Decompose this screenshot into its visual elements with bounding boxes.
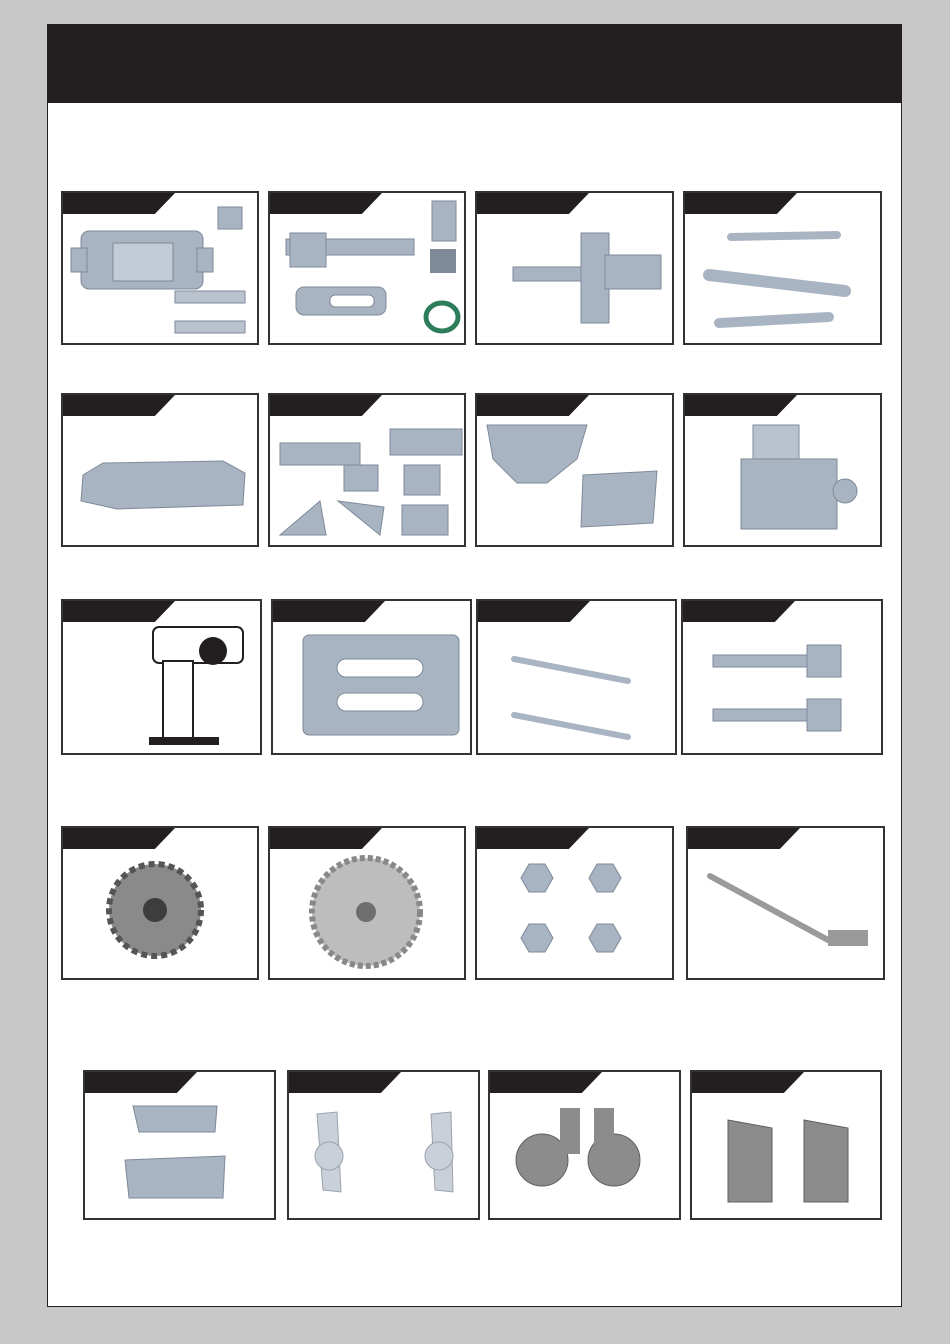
spur-gear-image [270, 828, 466, 980]
diff-cups-image [683, 601, 883, 755]
steering-knuckles-image [289, 1072, 480, 1220]
turnbuckles-image [685, 193, 882, 345]
servo-saver-set-image [270, 395, 466, 547]
part-card-wheel-hexes [475, 826, 674, 980]
part-card-diff-cups [681, 599, 883, 755]
shock-towers-image [477, 395, 674, 547]
chassis-image [63, 193, 259, 345]
part-card-steering-knuckles [287, 1070, 480, 1220]
part-card-spur-gear [268, 826, 466, 980]
rear-hubs-image [490, 1072, 681, 1220]
c-hubs-image [692, 1072, 882, 1220]
transmitter-image [63, 601, 262, 755]
part-card-servo-saver-set [268, 393, 466, 547]
part-card-pinion-gear [61, 826, 259, 980]
header-bar [48, 25, 901, 103]
part-card-suspension-arms [83, 1070, 276, 1220]
arm-holder-image [63, 395, 259, 547]
part-card-motor-plate [271, 599, 472, 755]
part-card-chassis [61, 191, 259, 345]
bumper-mount-image [685, 395, 882, 547]
steering-set-image [270, 193, 466, 345]
part-card-rear-hubs [488, 1070, 681, 1220]
motor-plate-image [273, 601, 472, 755]
part-card-c-hubs [690, 1070, 882, 1220]
part-card-shock-towers [475, 393, 674, 547]
part-card-bumper-mount [683, 393, 882, 547]
part-card-dogbones [476, 599, 677, 755]
dogbones-image [478, 601, 677, 755]
suspension-arms-image [85, 1072, 276, 1220]
part-card-cvd-driveshaft [686, 826, 885, 980]
part-card-upper-deck [475, 191, 674, 345]
cvd-driveshaft-image [688, 828, 885, 980]
part-card-transmitter [61, 599, 262, 755]
part-card-turnbuckles [683, 191, 882, 345]
wheel-hexes-image [477, 828, 674, 980]
pinion-gear-image [63, 828, 259, 980]
part-card-arm-holder [61, 393, 259, 547]
upper-deck-image [477, 193, 674, 345]
part-card-steering-set [268, 191, 466, 345]
